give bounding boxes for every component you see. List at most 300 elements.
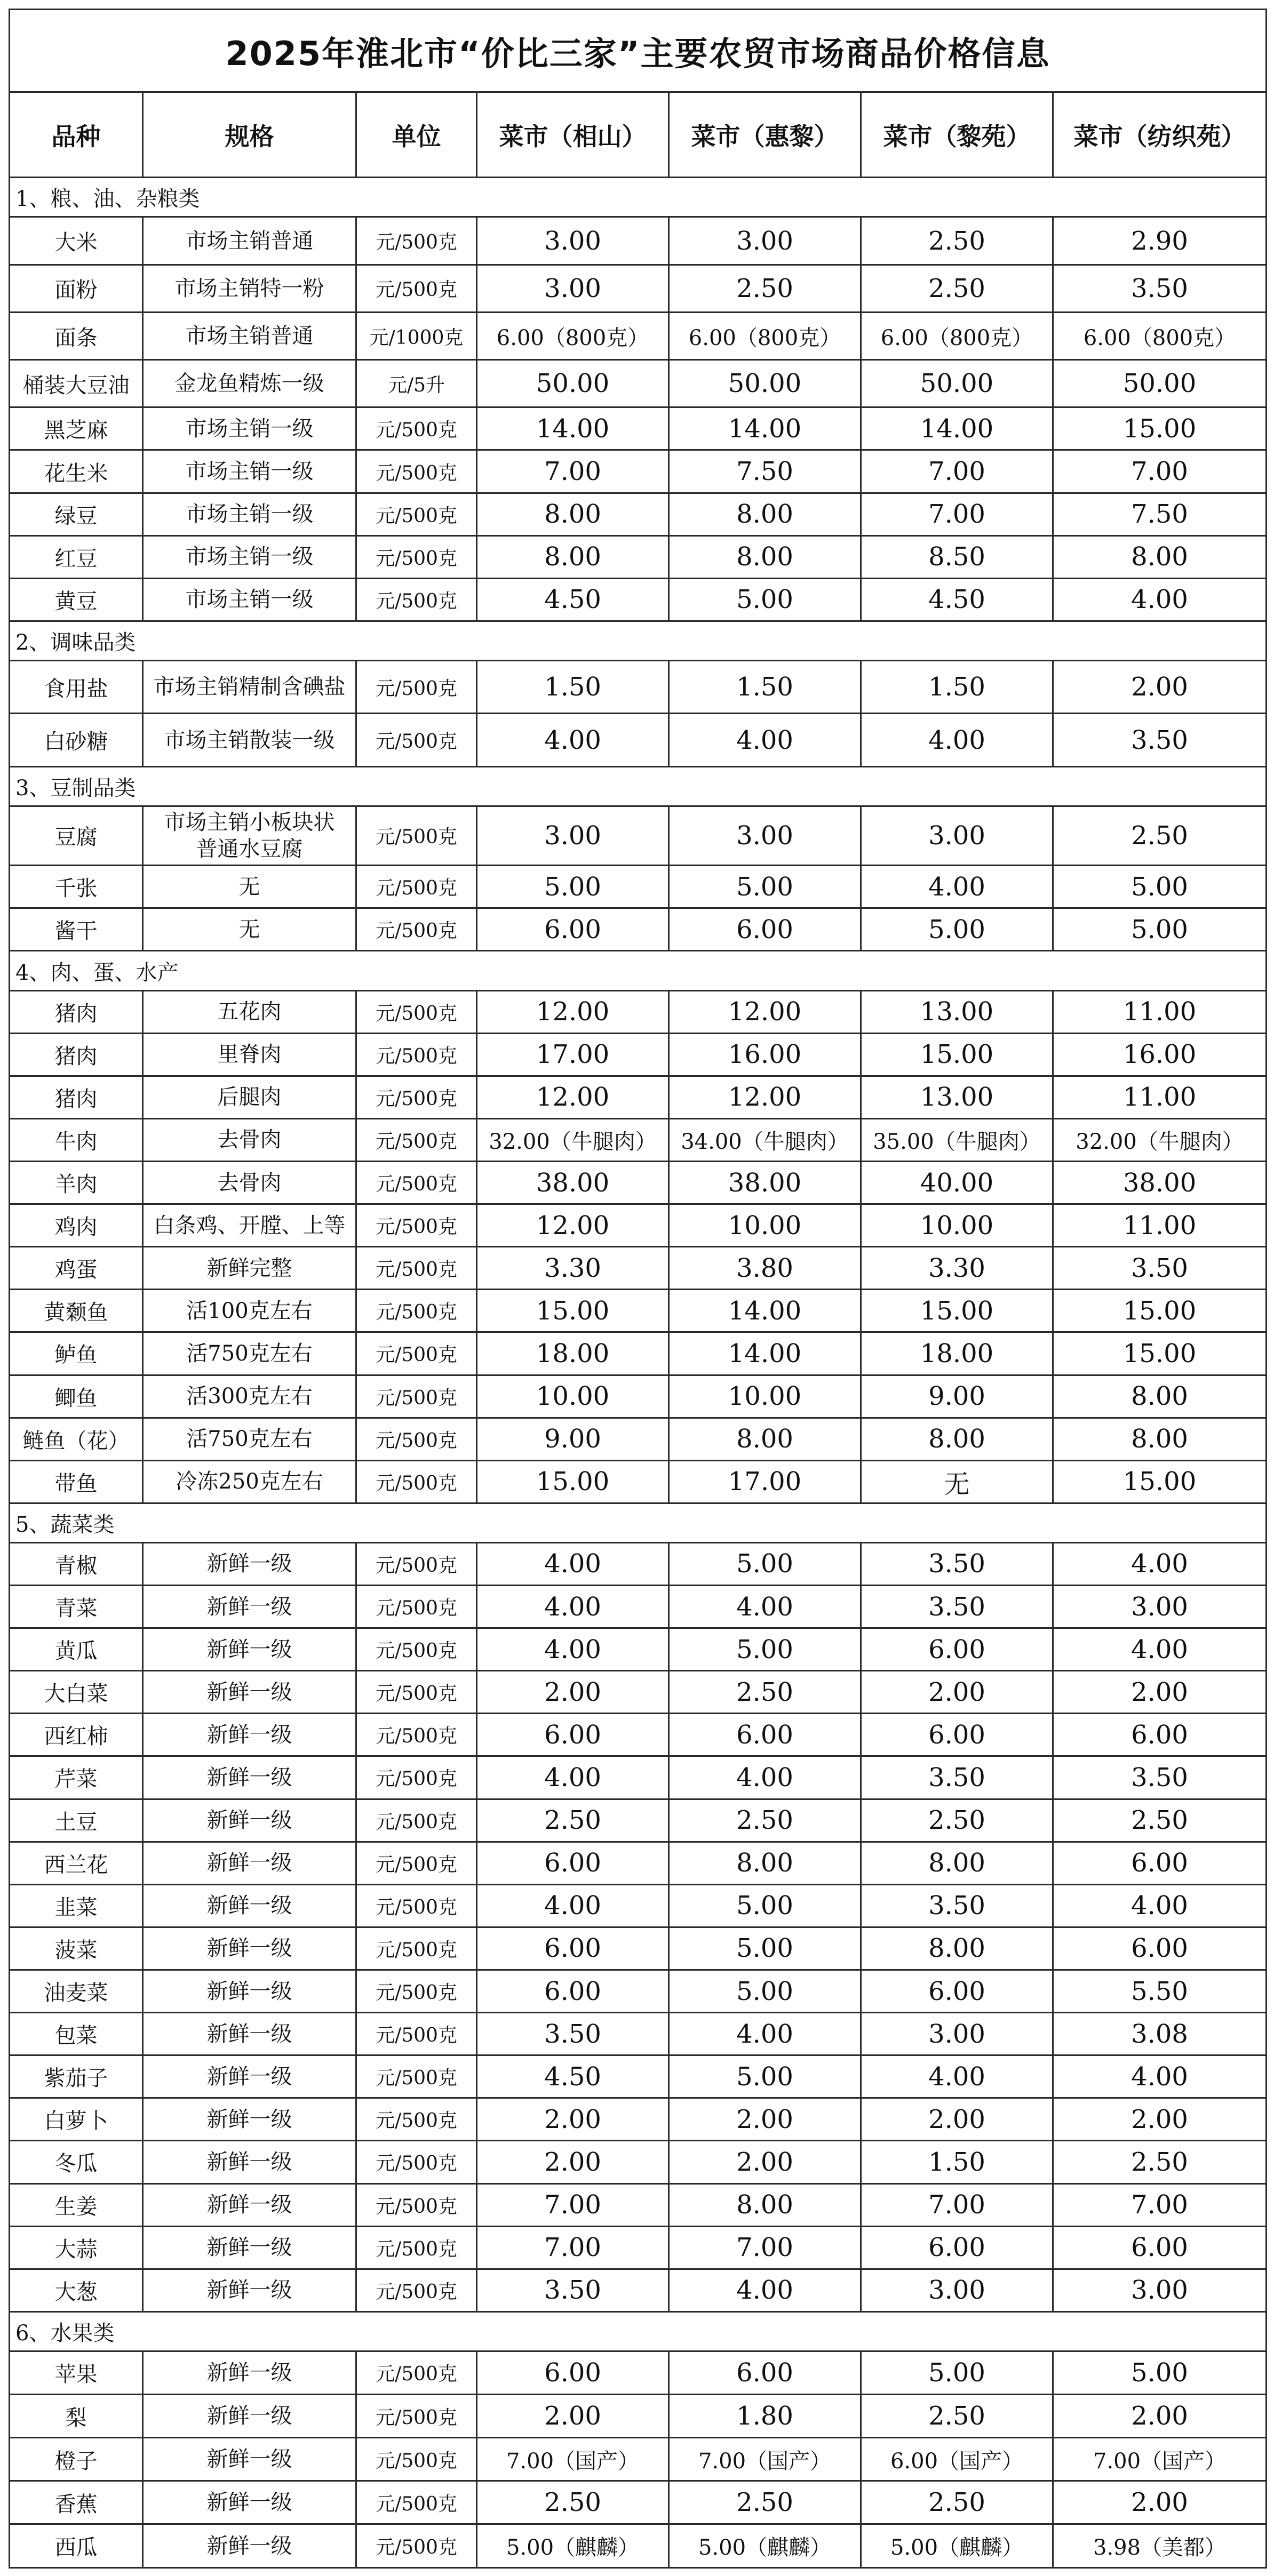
- price-fangzhiyuan: 6.00: [1053, 1927, 1267, 1970]
- item-unit: 元/500克: [356, 450, 477, 493]
- price-fangzhiyuan: 15.00: [1053, 1460, 1267, 1503]
- price-xiangshan: 8.00: [477, 493, 669, 535]
- table-row: [10, 714, 1267, 766]
- table-row: [10, 2013, 1267, 2055]
- item-spec-cell: [143, 1290, 356, 1332]
- item-spec-cell: [143, 714, 356, 766]
- price-fangzhiyuan: 3.50: [1053, 265, 1267, 312]
- item-spec: 新鲜一级: [206, 2193, 292, 2218]
- item-spec: 五花肉: [217, 999, 282, 1025]
- item-name: 黄颡鱼: [10, 1290, 143, 1332]
- price-huili: 5.00: [669, 578, 861, 621]
- price-xiangshan: 4.00: [477, 714, 669, 766]
- price-huili: 3.00: [669, 217, 861, 265]
- category-row: [10, 621, 1267, 660]
- table-row: [10, 1332, 1267, 1375]
- item-spec: 新鲜一级: [206, 1637, 292, 1662]
- item-spec-cell: [143, 1118, 356, 1161]
- item-name: 猪肉: [10, 1076, 143, 1118]
- item-name: 香蕉: [10, 2481, 143, 2524]
- item-name: 芹菜: [10, 1756, 143, 1799]
- price-xiangshan: 9.00: [477, 1418, 669, 1460]
- price-fangzhiyuan: 4.00: [1053, 1542, 1267, 1585]
- header-market-huili: 菜市（惠黎）: [669, 92, 861, 178]
- category-row: [10, 1503, 1267, 1542]
- item-unit: 元/500克: [356, 866, 477, 908]
- table-row: [10, 2481, 1267, 2524]
- price-liyuan: 3.50: [861, 1585, 1053, 1628]
- item-spec: 活300克左右: [186, 1384, 313, 1409]
- item-spec: 市场主销普通: [185, 324, 314, 348]
- item-unit: 元/500克: [356, 806, 477, 866]
- table-row: [10, 1756, 1267, 1799]
- price-fangzhiyuan: 7.50: [1053, 493, 1267, 535]
- price-xiangshan: 2.50: [477, 1799, 669, 1842]
- price-huili: 2.00: [669, 2141, 861, 2183]
- item-name: 面条: [10, 312, 143, 359]
- item-name: 千张: [10, 866, 143, 908]
- item-spec-cell: [143, 2481, 356, 2524]
- price-fangzhiyuan: 6.00（800克）: [1053, 312, 1267, 359]
- item-spec-cell: [143, 660, 356, 713]
- item-spec-cell: [143, 1842, 356, 1884]
- item-spec-cell: [143, 990, 356, 1033]
- item-unit: 元/500克: [356, 1033, 477, 1076]
- price-fangzhiyuan: 4.00: [1053, 2055, 1267, 2098]
- price-fangzhiyuan: 3.50: [1053, 714, 1267, 766]
- item-name: 韭菜: [10, 1884, 143, 1927]
- table-row: [10, 1418, 1267, 1460]
- price-liyuan: 3.50: [861, 1884, 1053, 1927]
- item-spec: 市场主销特一粉: [174, 276, 324, 301]
- table-row: [10, 265, 1267, 312]
- item-spec: 白条鸡、开膛、上等: [153, 1213, 346, 1238]
- item-spec: 市场主销小板块状 普通水豆腐: [164, 810, 335, 861]
- item-spec: 新鲜一级: [206, 1893, 292, 1918]
- item-spec: 新鲜一级: [206, 2107, 292, 2132]
- item-spec: 新鲜一级: [206, 1808, 292, 1833]
- price-huili: 5.00: [669, 2055, 861, 2098]
- price-liyuan: 2.50: [861, 265, 1053, 312]
- price-xiangshan: 3.30: [477, 1247, 669, 1290]
- price-xiangshan: 4.00: [477, 1542, 669, 1585]
- item-spec: 新鲜一级: [206, 2149, 292, 2174]
- price-liyuan: 7.00: [861, 2183, 1053, 2226]
- item-spec: 活750克左右: [186, 1427, 313, 1452]
- item-unit: 元/500克: [356, 2098, 477, 2141]
- table-row: [10, 1970, 1267, 2012]
- price-liyuan: 8.50: [861, 535, 1053, 578]
- table-row: [10, 217, 1267, 265]
- price-huili: 8.00: [669, 535, 861, 578]
- price-liyuan: 无: [861, 1460, 1053, 1503]
- item-unit: 元/500克: [356, 2438, 477, 2481]
- table-row: [10, 2524, 1267, 2568]
- table-row: [10, 450, 1267, 493]
- table-row: [10, 2269, 1267, 2311]
- price-fangzhiyuan: 3.00: [1053, 2269, 1267, 2311]
- category-row: [10, 766, 1267, 806]
- price-huili: 14.00: [669, 1332, 861, 1375]
- price-xiangshan: 3.00: [477, 806, 669, 866]
- item-spec: 市场主销一级: [185, 545, 314, 570]
- item-spec-cell: [143, 1033, 356, 1076]
- item-unit: 元/500克: [356, 1970, 477, 2012]
- price-huili: 5.00: [669, 1628, 861, 1671]
- table-row: [10, 535, 1267, 578]
- item-unit: 元/500克: [356, 2141, 477, 2183]
- price-huili: 6.00: [669, 1714, 861, 1756]
- item-spec-cell: [143, 1332, 356, 1375]
- item-spec: 新鲜一级: [206, 2064, 292, 2089]
- item-name: 花生米: [10, 450, 143, 493]
- item-spec-cell: [143, 1970, 356, 2012]
- item-unit: 元/500克: [356, 1375, 477, 1418]
- price-fangzhiyuan: 7.00: [1053, 450, 1267, 493]
- item-spec-cell: [143, 2098, 356, 2141]
- price-huili: 1.50: [669, 660, 861, 713]
- table-row: [10, 1375, 1267, 1418]
- header-market-liyuan: 菜市（黎苑）: [861, 92, 1053, 178]
- price-liyuan: 6.00: [861, 2226, 1053, 2269]
- item-name: 黑芝麻: [10, 407, 143, 450]
- item-unit: 元/1000克: [356, 312, 477, 359]
- item-name: 牛肉: [10, 1118, 143, 1161]
- price-fangzhiyuan: 5.50: [1053, 1970, 1267, 2012]
- price-liyuan: 5.00: [861, 908, 1053, 951]
- table-row: [10, 1247, 1267, 1290]
- item-unit: 元/500克: [356, 1756, 477, 1799]
- table-row: [10, 1884, 1267, 1927]
- table-row: [10, 360, 1267, 407]
- price-fangzhiyuan: 5.00: [1053, 908, 1267, 951]
- item-spec: 新鲜一级: [206, 2447, 292, 2472]
- item-name: 青菜: [10, 1585, 143, 1628]
- price-xiangshan: 12.00: [477, 1076, 669, 1118]
- item-spec-cell: [143, 1756, 356, 1799]
- item-name: 猪肉: [10, 1033, 143, 1076]
- table-row: [10, 1927, 1267, 1970]
- price-xiangshan: 6.00: [477, 1714, 669, 1756]
- item-unit: 元/500克: [356, 714, 477, 766]
- price-huili: 6.00: [669, 2351, 861, 2394]
- item-spec-cell: [143, 1161, 356, 1204]
- item-unit: 元/500克: [356, 2351, 477, 2394]
- price-liyuan: 6.00（国产）: [861, 2438, 1053, 2481]
- item-spec: 去骨肉: [217, 1127, 282, 1153]
- price-liyuan: 6.00: [861, 1628, 1053, 1671]
- category-row: [10, 951, 1267, 990]
- price-liyuan: 2.00: [861, 1671, 1053, 1714]
- item-spec: 新鲜完整: [206, 1255, 292, 1281]
- price-fangzhiyuan: 7.00: [1053, 2183, 1267, 2226]
- price-xiangshan: 2.00: [477, 2098, 669, 2141]
- item-spec: 新鲜一级: [206, 1551, 292, 1577]
- price-fangzhiyuan: 2.50: [1053, 1799, 1267, 1842]
- price-huili: 8.00: [669, 1418, 861, 1460]
- price-liyuan: 8.00: [861, 1842, 1053, 1884]
- item-unit: 元/500克: [356, 535, 477, 578]
- price-liyuan: 4.00: [861, 2055, 1053, 2098]
- item-spec-cell: [143, 1799, 356, 1842]
- price-huili: 14.00: [669, 1290, 861, 1332]
- item-spec-cell: [143, 407, 356, 450]
- price-liyuan: 3.00: [861, 2013, 1053, 2055]
- item-spec-cell: [143, 1460, 356, 1503]
- item-spec: 新鲜一级: [206, 2360, 292, 2385]
- price-xiangshan: 14.00: [477, 407, 669, 450]
- price-table: [9, 9, 1267, 2569]
- item-spec-cell: [143, 806, 356, 866]
- item-spec-cell: [143, 1204, 356, 1247]
- item-unit: 元/500克: [356, 265, 477, 312]
- item-name: 食用盐: [10, 660, 143, 713]
- item-unit: 元/500克: [356, 2394, 477, 2437]
- item-spec-cell: [143, 908, 356, 951]
- item-spec-cell: [143, 1714, 356, 1756]
- item-name: 白萝卜: [10, 2098, 143, 2141]
- item-spec: 新鲜一级: [206, 1722, 292, 1747]
- table-row: [10, 990, 1267, 1033]
- price-xiangshan: 15.00: [477, 1460, 669, 1503]
- item-name: 黄豆: [10, 578, 143, 621]
- item-name: 鲢鱼（花）: [10, 1418, 143, 1460]
- price-xiangshan: 5.00: [477, 866, 669, 908]
- header-unit: 单位: [356, 92, 477, 178]
- price-liyuan: 6.00: [861, 1970, 1053, 2012]
- item-spec-cell: [143, 1418, 356, 1460]
- table-row: [10, 2438, 1267, 2481]
- price-huili: 7.00（国产）: [669, 2438, 861, 2481]
- header-market-xiangshan: 菜市（相山）: [477, 92, 669, 178]
- item-unit: 元/500克: [356, 2055, 477, 2098]
- title-row: [10, 10, 1267, 92]
- table-row: [10, 1076, 1267, 1118]
- price-fangzhiyuan: 11.00: [1053, 1076, 1267, 1118]
- category-title: 2、调味品类: [10, 621, 1267, 660]
- item-unit: 元/500克: [356, 1927, 477, 1970]
- item-unit: 元/500克: [356, 908, 477, 951]
- price-fangzhiyuan: 2.50: [1053, 806, 1267, 866]
- price-liyuan: 3.50: [861, 1756, 1053, 1799]
- item-spec: 新鲜一级: [206, 1765, 292, 1790]
- category-title: 5、蔬菜类: [10, 1503, 1267, 1542]
- price-huili: 14.00: [669, 407, 861, 450]
- price-liyuan: 2.50: [861, 2481, 1053, 2524]
- item-spec: 金龙鱼精炼一级: [174, 371, 324, 396]
- price-huili: 12.00: [669, 990, 861, 1033]
- item-unit: 元/500克: [356, 1247, 477, 1290]
- price-huili: 38.00: [669, 1161, 861, 1204]
- item-spec: 市场主销一级: [185, 416, 314, 441]
- item-spec: 新鲜一级: [206, 2021, 292, 2046]
- item-name: 菠菜: [10, 1927, 143, 1970]
- item-name: 土豆: [10, 1799, 143, 1842]
- price-xiangshan: 3.50: [477, 2013, 669, 2055]
- item-spec: 后腿肉: [217, 1085, 282, 1110]
- item-spec-cell: [143, 2055, 356, 2098]
- item-unit: 元/500克: [356, 1204, 477, 1247]
- item-spec: 新鲜一级: [206, 1936, 292, 1961]
- item-unit: 元/500克: [356, 1714, 477, 1756]
- price-fangzhiyuan: 4.00: [1053, 578, 1267, 621]
- table-row: [10, 578, 1267, 621]
- price-fangzhiyuan: 6.00: [1053, 1714, 1267, 1756]
- item-name: 豆腐: [10, 806, 143, 866]
- item-unit: 元/500克: [356, 1671, 477, 1714]
- price-fangzhiyuan: 11.00: [1053, 1204, 1267, 1247]
- price-huili: 4.00: [669, 1585, 861, 1628]
- table-row: [10, 1460, 1267, 1503]
- price-huili: 6.00: [669, 908, 861, 951]
- table-row: [10, 493, 1267, 535]
- item-name: 羊肉: [10, 1161, 143, 1204]
- price-fangzhiyuan: 11.00: [1053, 990, 1267, 1033]
- price-fangzhiyuan: 15.00: [1053, 407, 1267, 450]
- price-liyuan: 13.00: [861, 1076, 1053, 1118]
- item-spec-cell: [143, 1542, 356, 1585]
- price-liyuan: 2.50: [861, 1799, 1053, 1842]
- price-fangzhiyuan: 6.00: [1053, 1842, 1267, 1884]
- table-row: [10, 312, 1267, 359]
- table-row: [10, 1033, 1267, 1076]
- price-xiangshan: 7.00: [477, 2226, 669, 2269]
- price-liyuan: 10.00: [861, 1204, 1053, 1247]
- item-unit: 元/500克: [356, 1290, 477, 1332]
- item-spec-cell: [143, 450, 356, 493]
- table-row: [10, 1290, 1267, 1332]
- item-spec-cell: [143, 1076, 356, 1118]
- price-fangzhiyuan: 4.00: [1053, 1884, 1267, 1927]
- item-spec-cell: [143, 2351, 356, 2394]
- price-huili: 8.00: [669, 1842, 861, 1884]
- table-row: [10, 1585, 1267, 1628]
- price-xiangshan: 3.00: [477, 265, 669, 312]
- price-huili: 5.00: [669, 1927, 861, 1970]
- item-name: 面粉: [10, 265, 143, 312]
- price-liyuan: 3.00: [861, 806, 1053, 866]
- item-spec: 新鲜一级: [206, 1594, 292, 1619]
- price-xiangshan: 4.00: [477, 1756, 669, 1799]
- item-name: 大米: [10, 217, 143, 265]
- price-huili: 2.50: [669, 265, 861, 312]
- item-spec: 新鲜一级: [206, 2278, 292, 2303]
- item-unit: 元/500克: [356, 217, 477, 265]
- category-title: 1、粮、油、杂粮类: [10, 178, 1267, 217]
- item-spec: 活100克左右: [186, 1298, 313, 1323]
- price-huili: 5.00（麒麟）: [669, 2524, 861, 2568]
- price-xiangshan: 4.00: [477, 1884, 669, 1927]
- header-row: [10, 92, 1267, 178]
- item-spec: 无: [238, 874, 260, 899]
- price-liyuan: 14.00: [861, 407, 1053, 450]
- price-liyuan: 1.50: [861, 2141, 1053, 2183]
- price-fangzhiyuan: 5.00: [1053, 2351, 1267, 2394]
- price-fangzhiyuan: 3.98（美都）: [1053, 2524, 1267, 2568]
- item-spec-cell: [143, 1585, 356, 1628]
- item-spec-cell: [143, 1927, 356, 1970]
- price-fangzhiyuan: 8.00: [1053, 535, 1267, 578]
- item-unit: 元/500克: [356, 407, 477, 450]
- price-fangzhiyuan: 7.00（国产）: [1053, 2438, 1267, 2481]
- item-name: 鲈鱼: [10, 1332, 143, 1375]
- item-unit: 元/500克: [356, 1542, 477, 1585]
- price-fangzhiyuan: 16.00: [1053, 1033, 1267, 1076]
- price-huili: 2.50: [669, 2481, 861, 2524]
- item-spec-cell: [143, 1247, 356, 1290]
- price-fangzhiyuan: 3.50: [1053, 1756, 1267, 1799]
- item-spec-cell: [143, 1628, 356, 1671]
- header-variety: 品种: [10, 92, 143, 178]
- table-row: [10, 1204, 1267, 1247]
- price-xiangshan: 4.00: [477, 1628, 669, 1671]
- table-row: [10, 2226, 1267, 2269]
- item-spec-cell: [143, 265, 356, 312]
- price-huili: 8.00: [669, 2183, 861, 2226]
- item-spec: 市场主销一级: [185, 587, 314, 612]
- item-spec-cell: [143, 2226, 356, 2269]
- item-unit: 元/500克: [356, 2183, 477, 2226]
- item-spec-cell: [143, 2438, 356, 2481]
- item-name: 红豆: [10, 535, 143, 578]
- price-huili: 5.00: [669, 1970, 861, 2012]
- table-row: [10, 1714, 1267, 1756]
- price-fangzhiyuan: 2.00: [1053, 2098, 1267, 2141]
- item-spec: 市场主销散装一级: [164, 727, 335, 753]
- item-spec-cell: [143, 2524, 356, 2568]
- item-spec-cell: [143, 493, 356, 535]
- item-spec-cell: [143, 578, 356, 621]
- table-row: [10, 1799, 1267, 1842]
- price-huili: 5.00: [669, 1884, 861, 1927]
- item-spec-cell: [143, 312, 356, 359]
- table-row: [10, 1628, 1267, 1671]
- price-liyuan: 4.00: [861, 866, 1053, 908]
- price-liyuan: 2.50: [861, 217, 1053, 265]
- price-fangzhiyuan: 2.00: [1053, 2481, 1267, 2524]
- item-spec: 市场主销一级: [185, 459, 314, 484]
- item-unit: 元/500克: [356, 2013, 477, 2055]
- price-xiangshan: 17.00: [477, 1033, 669, 1076]
- price-huili: 1.80: [669, 2394, 861, 2437]
- item-spec-cell: [143, 2394, 356, 2437]
- price-xiangshan: 2.00: [477, 2394, 669, 2437]
- price-xiangshan: 6.00（800克）: [477, 312, 669, 359]
- price-xiangshan: 32.00（牛腿肉）: [477, 1118, 669, 1161]
- item-unit: 元/500克: [356, 1884, 477, 1927]
- item-name: 生姜: [10, 2183, 143, 2226]
- item-unit: 元/500克: [356, 1799, 477, 1842]
- item-name: 鸡肉: [10, 1204, 143, 1247]
- item-unit: 元/500克: [356, 1628, 477, 1671]
- item-unit: 元/500克: [356, 2481, 477, 2524]
- item-unit: 元/500克: [356, 1161, 477, 1204]
- item-unit: 元/500克: [356, 1332, 477, 1375]
- price-xiangshan: 2.00: [477, 1671, 669, 1714]
- item-unit: 元/500克: [356, 2524, 477, 2568]
- price-liyuan: 15.00: [861, 1290, 1053, 1332]
- item-name: 鸡蛋: [10, 1247, 143, 1290]
- category-row: [10, 2311, 1267, 2351]
- item-spec-cell: [143, 2269, 356, 2311]
- category-title: 4、肉、蛋、水产: [10, 951, 1267, 990]
- price-huili: 17.00: [669, 1460, 861, 1503]
- price-liyuan: 40.00: [861, 1161, 1053, 1204]
- price-xiangshan: 6.00: [477, 2351, 669, 2394]
- price-huili: 6.00（800克）: [669, 312, 861, 359]
- price-huili: 34.00（牛腿肉）: [669, 1118, 861, 1161]
- item-unit: 元/500克: [356, 990, 477, 1033]
